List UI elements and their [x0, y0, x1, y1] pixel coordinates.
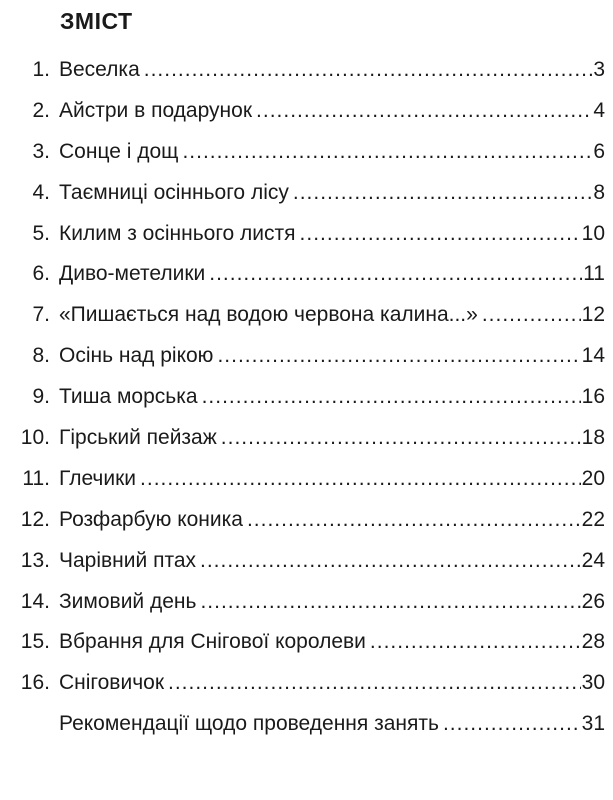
toc-leader-dots	[217, 336, 580, 377]
toc-entry[interactable]	[0, 254, 613, 295]
toc-entry-number: 14.	[20, 589, 50, 613]
toc-entry[interactable]	[0, 132, 613, 173]
toc-entry[interactable]	[0, 173, 613, 214]
toc-entry-title: Веселка	[59, 58, 140, 81]
toc-entry[interactable]	[0, 50, 613, 91]
toc-entry-page: 31	[581, 712, 605, 736]
toc-leader-dots	[202, 377, 581, 418]
toc-entry-title: Зимовий день	[59, 589, 197, 613]
toc-entry-page: 6	[593, 139, 605, 163]
toc-entry[interactable]	[0, 541, 613, 582]
toc-entry-number: 7.	[32, 303, 50, 327]
toc-entry[interactable]	[0, 418, 613, 459]
toc-entry-page: 28	[581, 630, 605, 654]
toc-leader-dots	[247, 500, 581, 541]
toc-leader-dots	[221, 418, 581, 459]
toc-leader-dots	[168, 663, 581, 704]
toc-entry-title: Сонце і дощ	[59, 139, 179, 163]
toc-leader-dots	[482, 295, 581, 336]
toc-leader-dots	[182, 132, 592, 173]
toc-entry[interactable]	[0, 622, 613, 663]
toc-entry-page: 10	[581, 221, 605, 245]
toc-leader-dots	[200, 541, 581, 582]
toc-entry-title: Таємниці осіннього лісу	[59, 180, 289, 204]
toc-entry-number: 10.	[20, 426, 50, 450]
toc-entry-title: Килим з осіннього листя	[59, 221, 296, 245]
toc-entry-page: 16	[581, 385, 605, 409]
toc-leader-dots	[144, 50, 593, 91]
toc-entry-page: 30	[581, 671, 605, 695]
toc-entry-number: 13.	[20, 548, 50, 572]
toc-entry-title: «Пишається над водою червона калина...»	[59, 303, 478, 327]
toc-entry-page: 18	[581, 426, 605, 450]
toc-entry-title: Осінь над рікою	[59, 344, 214, 368]
toc-title: ЗМІСТ	[60, 8, 133, 34]
toc-entry[interactable]	[0, 214, 613, 255]
toc-entry-page: 11	[583, 262, 605, 286]
toc-entry-page: 20	[581, 466, 605, 490]
toc-entry[interactable]	[0, 582, 613, 623]
toc-entry-title: Глечики	[59, 466, 137, 490]
toc-entry[interactable]	[0, 295, 613, 336]
toc-entry-title: Диво-метелики	[59, 262, 206, 286]
toc-entry-number: 9.	[32, 385, 50, 409]
toc-entry-page: 8	[593, 180, 605, 204]
toc-entry-number: 8.	[32, 344, 50, 368]
toc-leader-dots	[443, 704, 581, 745]
toc-entry-title: Сніговичок	[59, 671, 164, 695]
toc-entry[interactable]	[0, 663, 613, 704]
toc-entry-title: Айстри в подарунок	[59, 98, 253, 122]
toc-entry-title: Рекомендації щодо проведення занять	[59, 712, 439, 736]
toc-entry[interactable]	[0, 336, 613, 377]
toc-entry-title: Гірський пейзаж	[59, 426, 217, 450]
toc-entry-page: 22	[581, 507, 605, 531]
toc-leader-dots	[300, 214, 581, 255]
toc-leader-dots	[200, 582, 580, 623]
toc-entry-page: 3	[593, 58, 605, 81]
toc-entry[interactable]	[0, 377, 613, 418]
toc-entry-number: 5.	[32, 221, 50, 245]
toc-entry-number: 3.	[32, 139, 50, 163]
toc-leader-dots	[370, 622, 581, 663]
toc-entry-number: 6.	[32, 262, 50, 286]
toc-leader-dots	[293, 173, 592, 214]
toc-entry-page: 26	[581, 589, 605, 613]
toc-entry[interactable]	[0, 459, 613, 500]
toc-entry-number: 15.	[20, 630, 50, 654]
toc-entry-number: 1.	[32, 58, 50, 81]
toc-entry-title: Розфарбую коника	[59, 507, 243, 531]
toc-entry-number: 16.	[20, 671, 50, 695]
toc-entry-number: 2.	[32, 98, 50, 122]
toc-entry-recommendations[interactable]	[0, 704, 613, 745]
toc-leader-dots	[209, 254, 582, 295]
toc-entry[interactable]	[0, 91, 613, 132]
toc-entry-title: Вбрання для Снігової королеви	[59, 630, 366, 654]
toc-entry-title: Тиша морська	[59, 385, 198, 409]
toc-entry-number: 11.	[22, 466, 50, 490]
toc-leader-dots	[256, 91, 592, 132]
toc-entry-page: 12	[581, 303, 605, 327]
toc-entry-page: 14	[581, 344, 605, 368]
toc-entry-number: 4.	[32, 180, 50, 204]
toc-leader-dots	[140, 459, 581, 500]
toc-entry-page: 4	[593, 98, 605, 122]
toc-entry-page: 24	[581, 548, 605, 572]
toc-entry-title: Чарівний птах	[59, 548, 197, 572]
toc-entry-number: 12.	[20, 507, 50, 531]
toc-entry[interactable]	[0, 500, 613, 541]
toc-list	[0, 50, 613, 745]
